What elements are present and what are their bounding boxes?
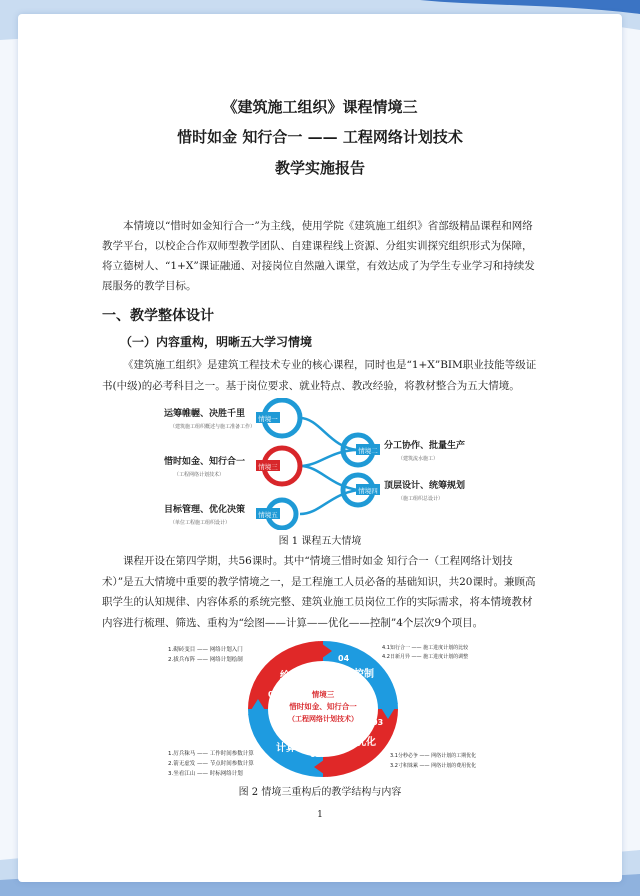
fig1-left-sub-3: （工程网络计划技术） bbox=[174, 472, 225, 478]
fig2-stage-3-num: 03 bbox=[372, 718, 384, 727]
fig1-right-title-2: 分工协作、批量生产 bbox=[384, 441, 466, 451]
fig1-right-sub-2: （建筑流水施工） bbox=[398, 456, 439, 462]
fig1-tag-5: 情境五 bbox=[258, 511, 278, 519]
fig1-right-sub-4: （施工组织总设计） bbox=[398, 496, 444, 502]
fig1-circle-3 bbox=[256, 448, 300, 484]
fig1-circle-1 bbox=[256, 400, 300, 436]
fig1-left-sub-5: （单位工程施工组织设计） bbox=[170, 520, 231, 526]
intro-paragraph: 本情境以“惜时如金知行合一”为主线，使用学院《建筑施工组织》省部级精品课程和网络教学平台，以校企合作双师型教学团队、自建课程线上资源、分组实训探究组织形式为保障，将立德树人、“1+X”课证融通、对接岗位自然融入课堂，有效达成了为学生专业学习和持续发展服务的教学目标。 bbox=[102, 220, 535, 292]
fig1-tag-3: 情境三 bbox=[258, 463, 278, 471]
fig1-circle-4 bbox=[343, 475, 380, 505]
page-number: 1 bbox=[317, 810, 323, 820]
fig2-bl-item-2: 2.箭无虚发 —— 节点时间参数计算 bbox=[168, 761, 254, 767]
fig1-tag-4: 情境四 bbox=[358, 487, 378, 495]
fig1-circle-5 bbox=[256, 500, 296, 528]
paragraph-2: 课程开设在第四学期，共56课时。其中“情境三惜时如金 知行合一（工程网络计划技术）”是五大情境中重要的教学情境之一，是工程施工人员必备的基础知识，共20课时。兼顾高职学生的认知规律、内容体系的系统完整、建筑业施工员岗位工作的实际需求，将本情境教材内容进行梳理、筛选、重构为“绘图——计算——优化——控制”4个层次9个项目。 bbox=[102, 555, 536, 629]
subsection-heading: （一）内容重构，明晰五大学习情境 bbox=[120, 335, 313, 349]
fig1-right-title-4: 顶层设计、统筹规划 bbox=[384, 481, 466, 491]
fig2-br-item-2: 3.2寸积铢累 —— 网络计划的费用优化 bbox=[390, 763, 477, 769]
doc-title-line2: 惜时如金 知行合一 —— 工程网络计划技术 bbox=[177, 128, 463, 146]
fig2-br-item-1: 3.1分秒必争 —— 网络计划的工期优化 bbox=[390, 753, 477, 759]
fig1-tag-1: 情境一 bbox=[258, 415, 278, 423]
fig1-left-title-5: 目标管理、优化决策 bbox=[164, 505, 246, 515]
section-heading: 一、教学整体设计 bbox=[102, 308, 214, 324]
fig2-stage-1-name: 绘图 bbox=[280, 671, 300, 682]
fig1-left-title-1: 运筹帷幄、决胜千里 bbox=[164, 409, 246, 419]
doc-title-line1: 《建筑施工组织》课程情境三 bbox=[222, 98, 418, 116]
figure-1-five-situations bbox=[160, 398, 500, 530]
paragraph-1: 《建筑施工组织》是建筑工程技术专业的核心课程，同时也是“1+X”BIM职业技能等级证书(中级)的必考科目之一。基于岗位要求、就业特点、教改经验，将教材整合为五大情境。 bbox=[102, 359, 537, 392]
fig2-tl-item-2: 2.拔兵布阵 —— 网络计划绘制 bbox=[168, 657, 243, 663]
fig2-stage-4-name: 控制 bbox=[354, 669, 374, 680]
fig2-stage-2-name: 计算 bbox=[276, 743, 296, 754]
fig1-left-sub-1: （建筑施工组织概述与施工准备工作） bbox=[170, 424, 256, 430]
figure-2-teaching-structure bbox=[168, 639, 478, 779]
fig2-bl-item-1: 1.厉兵秣马 —— 工作时间参数计算 bbox=[168, 751, 254, 757]
figure-2-caption: 图 2 情境三重构后的教学结构与内容 bbox=[238, 787, 402, 798]
fig2-center-line2: 惜时如金、知行合一 bbox=[289, 702, 357, 711]
fig1-tag-2: 情境二 bbox=[358, 447, 378, 455]
fig2-stage-1-num: 01 bbox=[268, 690, 280, 699]
fig2-stage-2-num: 02 bbox=[310, 750, 322, 759]
fig1-left-title-3: 惜时如金、知行合一 bbox=[164, 457, 246, 467]
figure-1-caption: 图 1 课程五大情境 bbox=[278, 536, 362, 547]
fig2-center-line3: （工程网络计划技术） bbox=[288, 715, 358, 723]
fig2-stage-3-name: 优化 bbox=[356, 737, 376, 748]
fig2-tl-item-1: 1.砌砖变目 —— 网络计划入门 bbox=[168, 647, 243, 653]
fig2-center-line1: 情境三 bbox=[311, 690, 335, 699]
fig2-tr-item-2: 4.2日新月异 —— 施工进度计划的调整 bbox=[382, 654, 469, 660]
fig2-tr-item-1: 4.1知行合一 —— 施工进度计划的比较 bbox=[382, 645, 469, 651]
fig2-stage-4-num: 04 bbox=[338, 654, 350, 663]
doc-title-line3: 教学实施报告 bbox=[274, 159, 365, 177]
fig2-bl-item-3: 3.坐看江山 —— 时标网络计划 bbox=[168, 771, 243, 777]
